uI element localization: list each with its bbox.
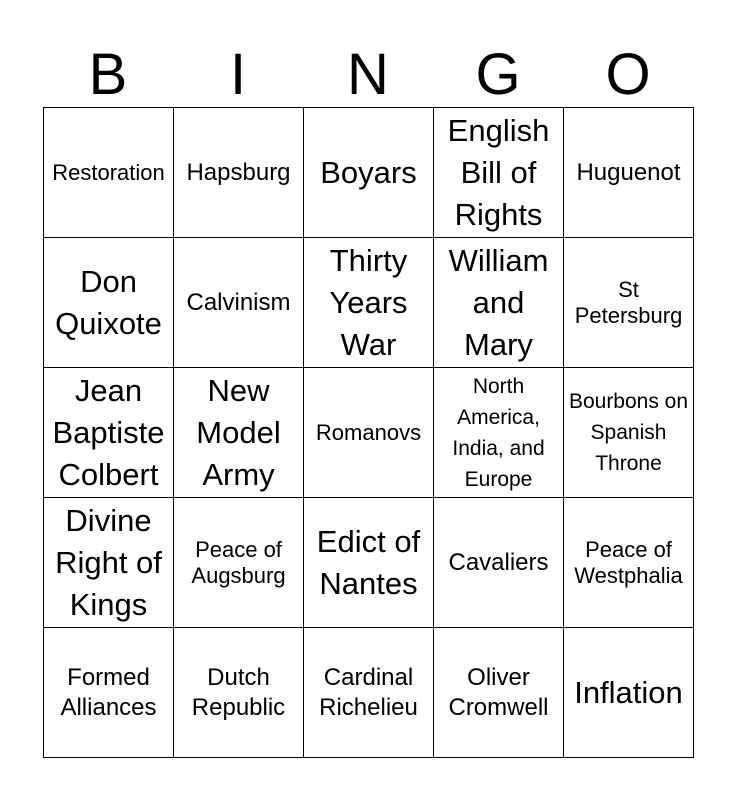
header-letter-o: O	[605, 42, 651, 107]
bingo-cell[interactable]	[174, 108, 304, 238]
header-letter-n: N	[347, 42, 389, 107]
bingo-board	[43, 107, 694, 758]
bingo-cell[interactable]	[564, 628, 694, 758]
header-letter-b: B	[88, 42, 128, 107]
bingo-cell[interactable]	[44, 108, 174, 238]
cell-text: Dutch Republic	[191, 663, 286, 721]
cell-text: Thirty Years War	[329, 242, 408, 362]
bingo-cell[interactable]	[434, 238, 564, 368]
cell-text: Cavaliers	[448, 548, 549, 576]
bingo-cell[interactable]	[434, 498, 564, 628]
cell-text: Formed Alliances	[60, 663, 157, 721]
bingo-cell[interactable]	[434, 368, 564, 498]
cell-text: Restoration	[52, 159, 165, 185]
bingo-cell[interactable]	[434, 628, 564, 758]
bingo-cell[interactable]	[304, 498, 434, 628]
cell-text: Bourbons on Spanish Throne	[568, 390, 689, 475]
bingo-cell[interactable]	[44, 498, 174, 628]
bingo-cell[interactable]	[304, 108, 434, 238]
cell-text: New Model Army	[196, 372, 281, 492]
cell-text: Divine Right of Kings	[55, 502, 162, 622]
bingo-cell[interactable]	[434, 108, 564, 238]
cell-text: English Bill of Rights	[447, 112, 550, 232]
bingo-cell[interactable]	[564, 238, 694, 368]
cell-text: Huguenot	[576, 158, 681, 186]
cell-text: Don Quixote	[55, 263, 162, 341]
bingo-cell[interactable]	[174, 498, 304, 628]
header-letter-i: I	[229, 42, 247, 107]
bingo-cell[interactable]	[304, 368, 434, 498]
cell-text: Peace of Augsburg	[191, 536, 286, 588]
cell-text: Boyars	[320, 154, 417, 190]
bingo-header	[43, 42, 693, 108]
bingo-cell[interactable]	[564, 498, 694, 628]
bingo-cell[interactable]	[304, 628, 434, 758]
cell-text: Cardinal Richelieu	[319, 663, 418, 721]
bingo-cell[interactable]	[44, 368, 174, 498]
cell-text: Edict of Nantes	[316, 523, 421, 601]
header-letter-g: G	[475, 42, 521, 107]
cell-text: North America, India, and Europe	[452, 374, 545, 491]
cell-text: Oliver Cromwell	[448, 663, 549, 721]
cell-text: Jean Baptiste Colbert	[52, 372, 165, 492]
cell-text: Hapsburg	[186, 158, 291, 186]
cell-text: Calvinism	[186, 288, 291, 316]
cell-text: William and Mary	[448, 242, 549, 362]
bingo-cell[interactable]	[44, 628, 174, 758]
cell-text: Peace of Westphalia	[574, 536, 683, 588]
bingo-cell[interactable]	[564, 108, 694, 238]
bingo-cell[interactable]	[174, 368, 304, 498]
bingo-cell[interactable]	[174, 238, 304, 368]
bingo-cell[interactable]	[304, 238, 434, 368]
bingo-cell[interactable]	[174, 628, 304, 758]
cell-text: Inflation	[574, 674, 683, 710]
cell-text: Romanovs	[315, 419, 422, 445]
bingo-cell[interactable]	[44, 238, 174, 368]
bingo-cell[interactable]	[564, 368, 694, 498]
cell-text: St Petersburg	[574, 276, 683, 328]
